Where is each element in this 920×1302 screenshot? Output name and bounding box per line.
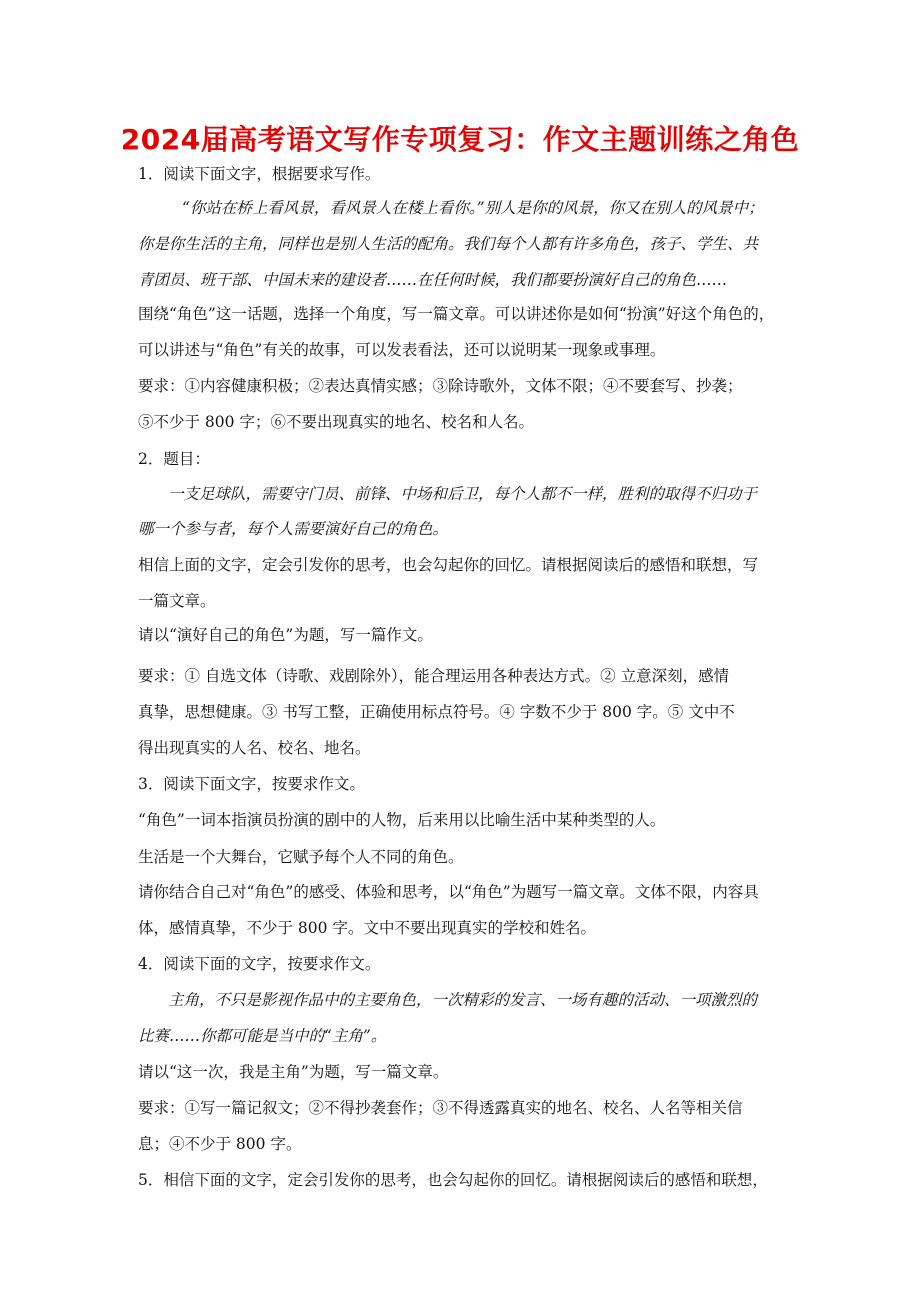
text-line: 可以讲述与“角色”有关的故事，可以发表看法，还可以说明某一现象或事理。 — [138, 341, 666, 359]
text-line: 你是你生活的主角，同样也是别人生活的配角。我们每个人都有许多角色，孩子、学生、共 — [138, 235, 759, 253]
text-line: 1．阅读下面文字，根据要求写作。 — [138, 165, 381, 183]
text-line: 请以“演好自己的角色”为题，写一篇作文。 — [138, 626, 433, 644]
text-line: 要求：①写一篇记叙文；②不得抄袭套作；③不得透露真实的地名、校名、人名等相关信 — [138, 1099, 743, 1117]
text-line: 相信上面的文字，定会引发你的思考，也会勾起你的回忆。请根据阅读后的感悟和联想，写 — [138, 556, 759, 574]
text-line: “你站在桥上看风景，看风景人在楼上看你。”别人是你的风景，你又在别人的风景中； — [182, 199, 764, 217]
text-line: 围绕“角色”这一话题，选择一个角度，写一篇文章。可以讲述你是如何“扮演”好这个角色的， — [138, 305, 775, 323]
text-line: 生活是一个大舞台，它赋予每个人不同的角色。 — [138, 848, 464, 866]
text-line: 一支足球队，需要守门员、前锋、中场和后卫，每个人都不一样，胜利的取得不归功于 — [168, 485, 758, 503]
text-line: 哪一个参与者，每个人需要演好自己的角色。 — [138, 520, 449, 538]
text-line: 比赛……你都可能是当中的“主角”。 — [138, 1027, 387, 1045]
text-line: 息；④不少于 800 字。 — [138, 1135, 302, 1153]
text-line: 要求：①内容健康积极；②表达真情实感；③除诗歌外，文体不限；④不要套写、抄袭； — [138, 377, 743, 395]
text-line: 2．题目： — [138, 450, 210, 468]
text-line: 真挚，思想健康。③ 书写工整，正确使用标点符号。④ 字数不少于 800 字。⑤ 文中不 — [138, 703, 735, 721]
text-line: 要求：① 自选文体（诗歌、戏剧除外），能合理运用各种表达方式。② 立意深刻，感情 — [138, 667, 730, 685]
text-line: 5．相信下面的文字，定会引发你的思考，也会勾起你的回忆。请根据阅读后的感悟和联想， — [138, 1171, 768, 1189]
text-line: 3．阅读下面文字，按要求作文。 — [138, 775, 365, 793]
text-line: “角色”一词本指演员扮演的剧中的人物，后来用以比喻生活中某种类型的人。 — [138, 811, 666, 829]
text-line: 请以“这一次，我是主角”为题，写一篇文章。 — [138, 1063, 449, 1081]
page-title: 2024届高考语文写作专项复习：作文主题训练之角色 — [120, 123, 800, 156]
text-line: 一篇文章。 — [138, 592, 216, 610]
text-line: 主角，不只是影视作品中的主要角色，一次精彩的发言、一场有趣的活动、一项激烈的 — [168, 991, 758, 1009]
text-line: ⑤不少于 800 字；⑥不要出现真实的地名、校名和人名。 — [138, 413, 534, 431]
text-line: 得出现真实的人名、校名、地名。 — [138, 739, 371, 757]
text-line: 请你结合自己对“角色”的感受、体验和思考，以“角色”为题写一篇文章。文体不限，内容具 — [138, 883, 759, 901]
text-line: 体，感情真挚，不少于 800 字。文中不要出现真实的学校和姓名。 — [138, 919, 596, 937]
text-line: 青团员、班干部、中国未来的建设者……在任何时候，我们都要扮演好自己的角色…… — [138, 271, 728, 289]
text-line: 4．阅读下面的文字，按要求作文。 — [138, 955, 381, 973]
